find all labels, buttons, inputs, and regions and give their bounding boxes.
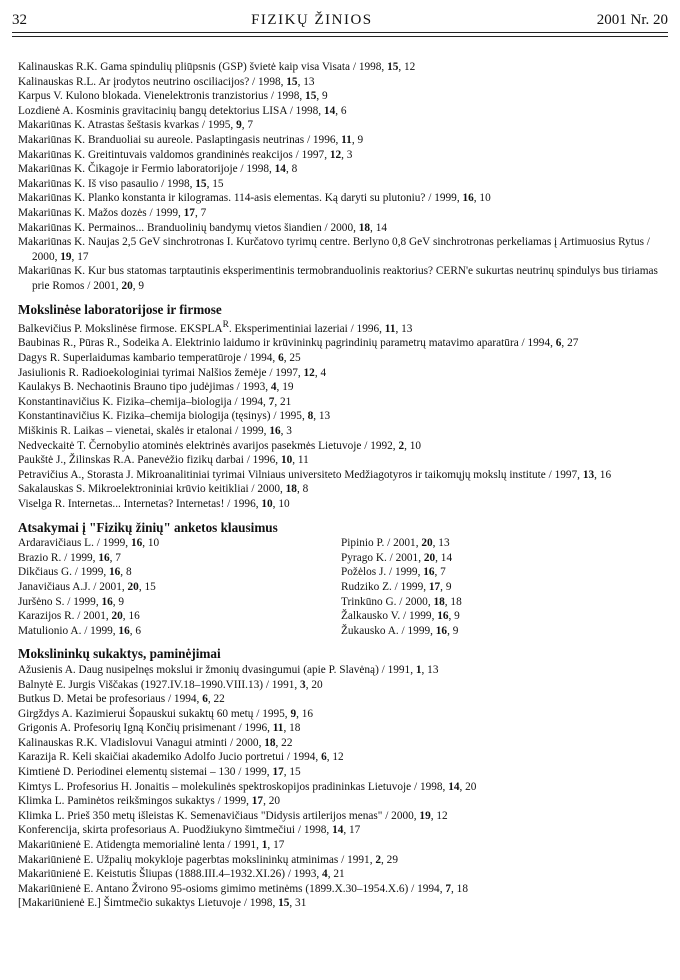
entry-page: , 6 — [335, 104, 347, 117]
entry-text: Kaulakys B. Nechaotinis Brauno tipo judėjimas / 1993, — [18, 381, 271, 394]
entry-text: Žukausko A. / 1999, — [341, 624, 436, 637]
entry-text: Janavičiaus A.J. / 2001, — [18, 580, 128, 593]
entry-text: Makariūnas K. Iš viso pasaulio / 1998, — [18, 177, 196, 190]
list-item — [18, 191, 664, 206]
entry-page: , 13 — [395, 322, 413, 335]
header-rule-top — [12, 32, 668, 33]
header-rule-bottom — [12, 36, 668, 37]
list-item — [18, 721, 664, 736]
entry-volume: 2 — [375, 853, 382, 866]
entry-volume: 20 — [127, 580, 139, 593]
entry-text: Trinkūno G. / 2000, — [341, 595, 434, 608]
entry-text: Nedveckaitė T. Černobylio atominės elektrinės avarijos pasekmės Lietuvoje / 1992, — [18, 439, 399, 452]
entry-page: , 13 — [432, 537, 450, 550]
entry-volume: 16 — [109, 566, 121, 579]
entry-text: Grigonis A. Profesorių Igną Končių prisimenant / 1996, — [18, 722, 273, 735]
entry-page: , 16 — [296, 707, 314, 720]
entry-volume: 16 — [435, 624, 448, 637]
list-item — [18, 580, 341, 595]
list-item — [18, 395, 664, 410]
entry-volume: 15 — [305, 90, 317, 103]
entry-text: Girgždys A. Kazimierui Šopauskui sukaktų 60 metų / 1995, — [18, 707, 291, 720]
entry-page: , 9 — [112, 595, 125, 608]
entry-page: , 9 — [316, 90, 328, 103]
list-item — [18, 497, 664, 512]
entry-volume: 12 — [303, 366, 315, 379]
entry-page: , 22 — [207, 693, 225, 706]
entry-volume: 6 — [321, 751, 327, 764]
entry-text: Kimtys L. Profesorius H. Jonaitis – molekulinės spektroskopijos pradininkas Lietuvoje / 1998, — [18, 780, 449, 793]
entry-page: , 4 — [314, 366, 327, 379]
entry-volume: 20 — [421, 537, 433, 550]
list-item — [341, 536, 664, 551]
list-item — [18, 148, 664, 163]
issue-label: 2001 Nr. 20 — [596, 12, 668, 28]
entry-text: Karazijos R. / 2001, — [18, 610, 112, 623]
section-title-survey-answers: Atsakymai į "Fizikų žinių" anketos klausimus — [18, 519, 278, 535]
section-title-anniversaries: Mokslininkų sukaktys, paminėjimai — [18, 646, 221, 662]
entry-volume: 16 — [423, 566, 435, 579]
entry-text: Kalinauskas R.K. Vladislovui Vanagui atminti / 2000, — [18, 736, 265, 749]
entry-page: , 18 — [444, 595, 462, 608]
list-item — [18, 264, 664, 293]
entry-text: Juršėno S. / 1999, — [18, 595, 102, 608]
list-item — [18, 60, 664, 75]
entry-volume: 17 — [272, 766, 284, 779]
entry-page: , 8 — [120, 566, 132, 579]
list-item — [341, 624, 664, 639]
entry-text-cont: . Eksperimentiniai lazeriai / 1996, — [228, 322, 385, 335]
entry-page: , 9 — [351, 133, 364, 146]
list-item — [18, 235, 664, 264]
entry-text: Jasiulionis R. Radioekologiniai tyrimai Nalšios žemėje / 1997, — [18, 366, 304, 379]
entry-page: , 14 — [370, 221, 387, 234]
entry-volume: 16 — [118, 624, 130, 637]
list-item — [18, 104, 664, 119]
entry-page: , 12 — [326, 751, 344, 764]
entry-text: Ardaravičiaus L. / 1999, — [18, 537, 131, 550]
entry-page: , 7 — [434, 566, 446, 579]
entry-volume: 16 — [101, 595, 113, 608]
entry-text: Kimtienė D. Periodinei elementų sistemai – 130 / 1999, — [18, 766, 273, 779]
entry-text: Makariūnas K. Atrastas šeštasis kvarkas / 1995, — [18, 119, 237, 132]
entry-volume: 16 — [269, 425, 281, 438]
list-item — [341, 595, 664, 610]
entry-volume: 7 — [445, 882, 452, 895]
list-item — [18, 663, 664, 678]
entry-page: , 12 — [398, 61, 416, 73]
entry-page: , 17 — [343, 824, 361, 837]
list-item — [341, 551, 664, 566]
entry-volume: 16 — [130, 537, 143, 550]
entry-page: , 18 — [283, 722, 301, 735]
entry-text: Paukštė J., Žilinskas R.A. Panevėžio fizikų darbai / 1996, — [18, 454, 281, 467]
entry-text: Dagys R. Superlaidumas kambario temperatūroje / 1994, — [18, 352, 279, 365]
entry-text: Viselga R. Internetas... Internetas? Internetas! / 1996, — [18, 497, 262, 510]
entry-page: , 7 — [109, 551, 121, 564]
list-item — [18, 453, 664, 468]
list-item — [18, 336, 664, 351]
entry-volume: 1 — [261, 839, 268, 852]
list-item — [341, 609, 664, 624]
entry-page: , 22 — [275, 736, 293, 749]
entry-text: Rudziko Z. / 1999, — [341, 580, 429, 593]
entry-text: Karazija R. Keli skaičiai akademiko Adolfo Jucio portretui / 1994, — [18, 751, 322, 764]
entry-text: Makariūnas K. Greitintuvais valdomos grandininės reakcijos / 1997, — [18, 148, 330, 161]
entry-volume: 4 — [322, 868, 328, 881]
entry-volume: 19 — [419, 809, 431, 822]
entry-text: Klimka L. Prieš 350 metų išleistas K. Semenavičiaus "Didysis artilerijos menas" / 2000, — [18, 809, 420, 822]
list-item — [18, 707, 664, 722]
entry-page: , 31 — [289, 897, 307, 910]
entry-text: Makariūnas K. Naujas 2,5 GeV sinchrotronas I. Kurčatovo tyrimų centre. Berlyno 0,8 GeV sinchrotronas perkeliamas į Artimuosius Rytus / 2000, — [18, 236, 650, 263]
list-item — [18, 206, 664, 221]
entry-text: Makariūnienė E. Keistutis Šliupas (1888.III.4–1932.XI.26) / 1993, — [18, 868, 323, 881]
entry-volume: 17 — [428, 580, 441, 593]
list-item — [18, 595, 341, 610]
list-item — [18, 536, 341, 551]
entry-page: , 16 — [594, 468, 612, 481]
entry-text: Makariūnas K. Permainos... Branduolinių bandymų vietos šiandien / 2000, — [18, 221, 359, 234]
entry-page: , 21 — [274, 395, 292, 408]
entry-text: Makariūnas K. Mažos dozės / 1999, — [18, 206, 184, 219]
entry-text: Požėlos J. / 1999, — [341, 566, 424, 579]
entry-volume: 10 — [280, 454, 293, 467]
list-item — [18, 118, 664, 133]
two-column-list — [18, 536, 664, 638]
entry-volume: 9 — [236, 119, 242, 132]
entry-page: , 10 — [272, 497, 290, 510]
list-item — [18, 809, 664, 824]
list-item — [18, 867, 664, 882]
entry-text: Makariūnienė E. Atidengta memorialinė lenta / 1991, — [18, 839, 262, 852]
entry-page: , 18 — [451, 882, 468, 895]
list-item — [18, 565, 341, 580]
entry-volume: 7 — [268, 395, 275, 408]
entry-volume: 14 — [448, 780, 460, 793]
entry-volume: 11 — [341, 133, 352, 146]
list-item — [18, 409, 664, 424]
list-item — [18, 221, 664, 236]
entry-page: , 14 — [435, 551, 453, 564]
entry-volume: 20 — [111, 610, 123, 623]
list-item — [18, 750, 664, 765]
list-item — [18, 424, 664, 439]
entry-page: , 27 — [561, 337, 579, 350]
entry-page: , 13 — [297, 75, 315, 88]
list-item — [18, 89, 664, 104]
entry-volume: 12 — [329, 148, 342, 161]
entry-page: , 25 — [283, 352, 301, 365]
entry-volume: 17 — [251, 795, 264, 808]
entry-list-1 — [18, 60, 664, 294]
entry-page: , 10 — [142, 537, 160, 550]
entry-text: Miškinis R. Laikas – vienetai, skalės ir etalonai / 1999, — [18, 425, 270, 438]
entry-volume: 6 — [555, 337, 562, 350]
entry-page: , 20 — [459, 780, 477, 793]
list-item — [18, 551, 341, 566]
list-item — [18, 736, 664, 751]
entry-page: , 6 — [129, 624, 142, 637]
list-item — [18, 823, 664, 838]
entry-page: , 11 — [292, 454, 309, 467]
entry-text: Makariūnienė E. Antano Žvirono 95-osioms gimimo metinėms (1899.X.30–1954.X.6) / 1994, — [18, 882, 446, 895]
entry-page: , 20 — [263, 795, 281, 808]
content — [18, 60, 664, 911]
entry-page: , 7 — [194, 206, 207, 219]
entry-text: Konstantinavičius K. Fizika–chemija–biologija / 1994, — [18, 395, 269, 408]
entry-volume: 16 — [462, 192, 474, 205]
list-item — [18, 609, 341, 624]
entry-page: , 9 — [132, 279, 145, 292]
entry-page: , 20 — [305, 678, 323, 691]
entry-text: Pipinio P. / 2001, — [341, 537, 422, 550]
entry-page: , 15 — [283, 766, 301, 779]
entry-volume: 16 — [437, 610, 449, 623]
entry-volume: 15 — [278, 897, 290, 910]
entry-page: , 8 — [296, 483, 309, 496]
entry-text: Lozdienė A. Kosminis gravitacinių bangų detektorius LISA / 1998, — [18, 104, 324, 117]
entry-text: Dikčiaus G. / 1999, — [18, 566, 109, 579]
list-item — [18, 133, 664, 148]
list-item — [18, 162, 664, 177]
entry-text: Balkevičius P. Mokslinėse firmose. EKSPLA — [18, 322, 223, 335]
entry-page: , 3 — [280, 425, 292, 438]
entry-volume: 17 — [183, 206, 195, 219]
entry-volume: 14 — [323, 104, 336, 117]
entry-volume: 6 — [202, 693, 208, 706]
entry-volume: 11 — [384, 322, 396, 335]
list-item — [18, 780, 664, 795]
entry-volume: 15 — [195, 177, 207, 190]
entry-volume: 10 — [261, 497, 273, 510]
entry-page: , 9 — [440, 580, 452, 593]
entry-volume: 6 — [278, 352, 284, 365]
entry-text: Konferencija, skirta profesoriaus A. Puodžiukyno šimtmečiui / 1998, — [18, 824, 333, 837]
entry-list-3-left — [18, 536, 341, 638]
entry-page: , 13 — [313, 410, 331, 423]
entry-page: , 29 — [381, 853, 398, 866]
entry-text: Konstantinavičius K. Fizika–chemija biologija (tęsinys) / 1995, — [18, 410, 308, 423]
entry-volume: 18 — [264, 736, 276, 749]
entry-volume: 18 — [285, 483, 297, 496]
list-item — [18, 838, 664, 853]
list-item — [18, 853, 664, 868]
page-header — [12, 12, 668, 32]
entry-volume: 20 — [423, 551, 436, 564]
entry-text: Makariūnas K. Branduoliai su aureole. Paslaptingasis neutrinas / 1996, — [18, 133, 342, 146]
entry-text: Karpus V. Kulono blokada. Vienelektronis tranzistorius / 1998, — [18, 90, 306, 103]
entry-text: Klimka L. Paminėtos reikšmingos sukaktys / 1999, — [18, 795, 252, 808]
list-item — [341, 565, 664, 580]
list-item — [18, 318, 664, 336]
entry-volume: 18 — [433, 595, 445, 608]
list-item — [18, 177, 664, 192]
page-number: 32 — [12, 12, 27, 28]
entry-text: Ažusienis A. Daug nusipelnęs mokslui ir žmonių dvasingumui (apie P. Slavėną) / 1991, — [18, 663, 416, 676]
entry-volume: 13 — [582, 468, 595, 481]
entry-text: Žalkausko V. / 1999, — [341, 610, 438, 623]
journal-title: FIZIKŲ ŽINIOS — [251, 12, 373, 28]
entry-page: , 10 — [473, 192, 491, 205]
entry-volume: 14 — [274, 163, 286, 176]
list-item — [18, 692, 664, 707]
entry-volume: 15 — [387, 61, 399, 73]
entry-page: , 17 — [71, 250, 89, 263]
entry-list-4 — [18, 663, 664, 911]
entry-page: , 19 — [276, 381, 294, 394]
entry-volume: 4 — [270, 381, 277, 394]
list-item — [18, 75, 664, 90]
entry-text: Makariūnas K. Čikagoje ir Fermio laboratorijoje / 1998, — [18, 163, 275, 176]
list-item — [18, 380, 664, 395]
entry-page: , 9 — [448, 610, 460, 623]
entry-volume: 2 — [398, 439, 405, 452]
entry-page: , 17 — [267, 839, 285, 852]
entry-volume: 18 — [358, 221, 371, 234]
entry-volume: 11 — [272, 722, 284, 735]
entry-volume: 8 — [307, 410, 314, 423]
entry-text: Balnytė E. Jurgis Viščakas (1927.IV.18–1990.VIII.13) / 1991, — [18, 678, 301, 691]
entry-page: , 9 — [447, 624, 459, 637]
entry-volume: 16 — [98, 551, 110, 564]
entry-page: , 15 — [206, 177, 224, 190]
list-item — [18, 882, 664, 897]
entry-text: Matulionio A. / 1999, — [18, 624, 119, 637]
entry-page: , 16 — [122, 610, 140, 623]
entry-volume: 3 — [300, 678, 306, 691]
entry-page: , 21 — [327, 868, 345, 881]
entry-text: Petravičius A., Storasta J. Mikroanalitiniai tyrimai Vilniaus universiteto Medžiagotyros ir taikomųjų mokslų institute / 1997, — [18, 468, 583, 481]
entry-volume: 19 — [60, 250, 72, 263]
entry-page: , 7 — [241, 119, 254, 132]
entry-page: , 8 — [285, 163, 298, 176]
entry-text: Kalinauskas R.L. Ar įrodytos neutrino osciliacijos? / 1998, — [18, 75, 287, 88]
entry-text: Sakalauskas S. Mikroelektroniniai krūvio keitikliai / 2000, — [18, 483, 286, 496]
list-item — [18, 794, 664, 809]
list-item — [18, 482, 664, 497]
entry-page: , 10 — [404, 439, 422, 452]
entry-page: , 3 — [341, 148, 353, 161]
section-title-laboratories: Mokslinėse laboratorijose ir firmose — [18, 301, 222, 317]
entry-page: , 12 — [430, 809, 448, 822]
entry-text: Butkus D. Metai be profesoriaus / 1994, — [18, 693, 203, 706]
entry-text: Makariūnas K. Kur bus statomas tarptautinis eksperimentinis termobranduolinis reaktorius? CERN'e sukurtas neutrinų spindulys bus tiriamas prie Romos / 2001, — [18, 265, 658, 292]
entry-text: Baubinas R., Pūras R., Sodeika A. Elektrinio laidumo ir krūvininkų pagrindinių parametrų matavimo aparatūra / 1994, — [18, 337, 556, 350]
list-item — [18, 624, 341, 639]
list-item — [18, 678, 664, 693]
list-item — [18, 351, 664, 366]
entry-volume: 9 — [290, 707, 297, 720]
entry-page: , 15 — [138, 580, 156, 593]
superscript-mark: R — [222, 320, 229, 331]
list-item — [18, 439, 664, 454]
entry-list-2 — [18, 318, 664, 511]
list-item — [341, 580, 664, 595]
list-item — [18, 765, 664, 780]
entry-text: Kalinauskas R.K. Gama spindulių pliūpsnis (GSP) švietė kaip visa Visata / 1998, — [18, 61, 388, 73]
entry-page: , 13 — [421, 663, 439, 676]
entry-text: Brazio R. / 1999, — [18, 551, 99, 564]
entry-volume: 14 — [332, 824, 344, 837]
list-item — [18, 896, 664, 911]
entry-volume: 15 — [286, 75, 298, 88]
entry-text: Makariūnas K. Planko konstanta ir kilogramas. 114-asis elementas. Ką daryti su plutoniu? / 1999, — [18, 192, 463, 205]
entry-volume: 1 — [415, 663, 422, 676]
entry-text: Makariūnienė E. Užpalių mokykloje pagerbtas mokslininkų atminimas / 1991, — [18, 853, 376, 866]
entry-text: [Makariūnienė E.] Šimtmečio sukaktys Lietuvoje / 1998, — [18, 897, 279, 910]
entry-text: Pyrago K. / 2001, — [341, 551, 424, 564]
list-item — [18, 468, 664, 483]
entry-volume: 20 — [121, 279, 133, 292]
entry-list-3-right — [341, 536, 664, 638]
list-item — [18, 366, 664, 381]
